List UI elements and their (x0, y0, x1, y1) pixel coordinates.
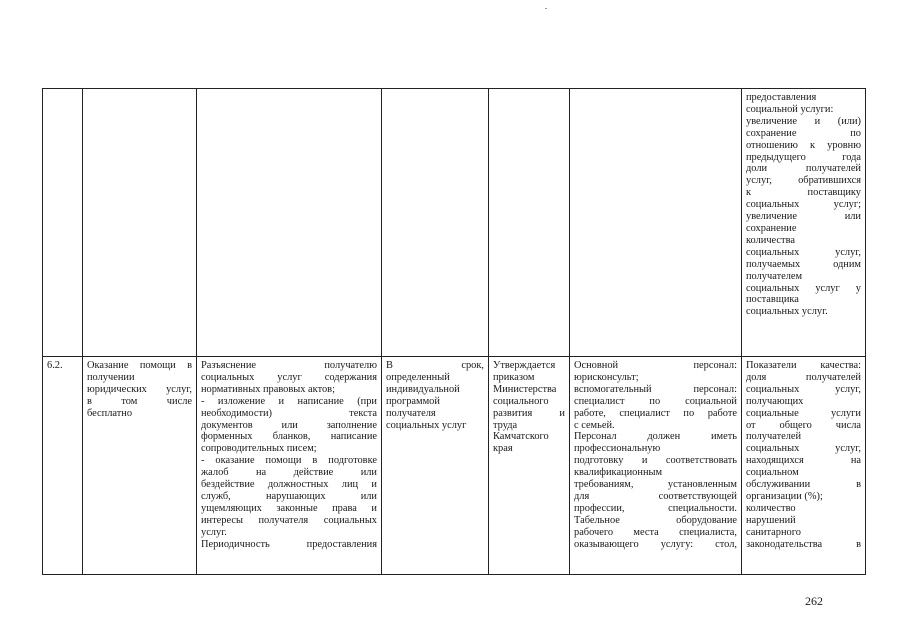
cell-line: поставщика (746, 294, 799, 306)
cell-line: Персонал должен иметь (574, 431, 737, 443)
cell-line: получателем (746, 270, 803, 282)
table-row-continuation (43, 89, 866, 357)
cell-line: бездействие должностных лиц и (201, 479, 377, 491)
cell-line: - изложение и написание (при (201, 395, 377, 407)
cell-line: требованиям, установленным (574, 479, 737, 491)
cell-line: Периодичность предоставления (201, 538, 377, 550)
cell-line: социальные услуги (746, 407, 861, 419)
cell-line: к поставщику (746, 187, 861, 199)
cell-line: Показатели качества: (746, 360, 861, 371)
cell-description (197, 89, 382, 357)
cell-quality (742, 89, 866, 357)
cell-line: социальных услуг, (746, 246, 861, 258)
page-number: 262 (805, 594, 823, 608)
cell-line: определенный (386, 371, 450, 383)
cell-line: оказывающего услугу: стол, (574, 538, 737, 550)
cell-line: социального (493, 395, 549, 407)
cell-line: услуг, обратившихся (746, 175, 861, 187)
cell-line: социальном (746, 467, 799, 479)
cell-line: Разъяснение получателю (201, 360, 377, 371)
cell-line: сохранение по (746, 127, 861, 139)
cell-term (382, 89, 489, 357)
cell-line: социальной услуги: (746, 103, 834, 115)
cell-line: ущемляющих законные права и (201, 502, 377, 514)
cell-line: находящихся на (746, 455, 861, 467)
cell-line: подготовку и соответствовать (574, 455, 737, 467)
cell-description (197, 357, 382, 575)
cell-line: документов или заполнение (201, 419, 377, 431)
cell-line: социальных услуг (386, 419, 467, 431)
cell-line: количества (746, 234, 795, 246)
cell-line: профессиональную (574, 443, 661, 455)
cell-line: Камчатского (493, 431, 549, 443)
cell-line: нормативных правовых актов; (201, 383, 335, 395)
cell-line: получателя (386, 407, 436, 419)
cell-line: социальных услуг; (746, 199, 861, 211)
cell-line: юридических услуг, (87, 383, 192, 395)
cell-line: интересы получателя социальных (201, 514, 377, 526)
cell-line: социальных услуг, (746, 443, 861, 455)
cell-line: увеличение и (или) (746, 115, 861, 127)
cell-line: получаемых одним (746, 258, 861, 270)
cell-line: сохранение (746, 222, 797, 234)
cell-line: Оказание помощи в (87, 360, 192, 371)
cell-line: индивидуальной (386, 383, 460, 395)
cell-line: социальных услуг у (746, 282, 861, 294)
cell-tariff (489, 357, 570, 575)
cell-line: программой (386, 395, 440, 407)
cell-line: Табельное оборудование (574, 514, 737, 526)
cell-line: профессии, специальности. (574, 502, 737, 514)
cell-line: санитарного (746, 526, 801, 538)
cell-line: квалификационным (574, 467, 663, 479)
cell-line: социальных услуг. (746, 306, 828, 318)
cell-term (382, 357, 489, 575)
cell-line: получающих (746, 395, 804, 407)
row-number: 6.2. (47, 360, 63, 371)
cell-name (83, 357, 197, 575)
cell-line: Министерства (493, 383, 557, 395)
cell-tariff (489, 89, 570, 357)
cell-line: труда (493, 419, 518, 431)
cell-line: приказом (493, 371, 535, 383)
cell-number (43, 89, 83, 357)
cell-line: жалоб на действие или (201, 467, 377, 479)
cell-line: форменных бланков, написание (201, 431, 377, 443)
cell-line: от общего числа (746, 419, 861, 431)
cell-line: края (493, 443, 513, 455)
cell-line: рабочего места специалиста, (574, 526, 737, 538)
cell-conditions (570, 357, 742, 575)
cell-line: предыдущего года (746, 151, 861, 163)
cell-line: нарушений (746, 514, 796, 526)
cell-line: - оказание помощи в подготовке (201, 455, 377, 467)
cell-line: предоставления (746, 92, 817, 103)
cell-line: Утверждается (493, 360, 556, 371)
cell-line: доли получателей (746, 163, 861, 175)
cell-line: организации (%); (746, 490, 823, 502)
cell-name (83, 89, 197, 357)
cell-line: работе, специалист по работе (574, 407, 737, 419)
cell-line: увеличение или (746, 211, 861, 223)
cell-line: получении (87, 371, 135, 383)
cell-conditions (570, 89, 742, 357)
cell-line: доля получателей (746, 371, 861, 383)
cell-line: необходимости) текста (201, 407, 377, 419)
cell-line: отношению к уровню (746, 139, 861, 151)
cell-line: юрисконсульт; (574, 371, 639, 383)
cell-line: социальных услуг содержания (201, 371, 377, 383)
cell-line: В срок, (386, 360, 484, 371)
table-row-6-2 (43, 357, 866, 575)
cell-line: обслуживании в (746, 479, 861, 491)
cell-line: социальных услуг, (746, 383, 861, 395)
cell-line: бесплатно (87, 407, 133, 419)
cell-line: Основной персонал: (574, 360, 737, 371)
cell-number (43, 357, 83, 575)
cell-line: развития и (493, 407, 565, 419)
cell-line: служб, нарушающих или (201, 490, 377, 502)
services-table (42, 88, 866, 575)
cell-line: с семьей. (574, 419, 615, 431)
cell-line: законодательства в (746, 538, 861, 550)
cell-quality (742, 357, 866, 575)
cell-line: специалист по социальной (574, 395, 737, 407)
cell-line: количество (746, 502, 796, 514)
scan-speck (545, 8, 547, 9)
cell-line: для соответствующей (574, 490, 737, 502)
cell-line: сопроводительных писем; (201, 443, 317, 455)
cell-line: вспомогательный персонал: (574, 383, 737, 395)
cell-line: услуг. (201, 526, 227, 538)
cell-line: получателей (746, 431, 802, 443)
cell-line: в том числе (87, 395, 192, 407)
